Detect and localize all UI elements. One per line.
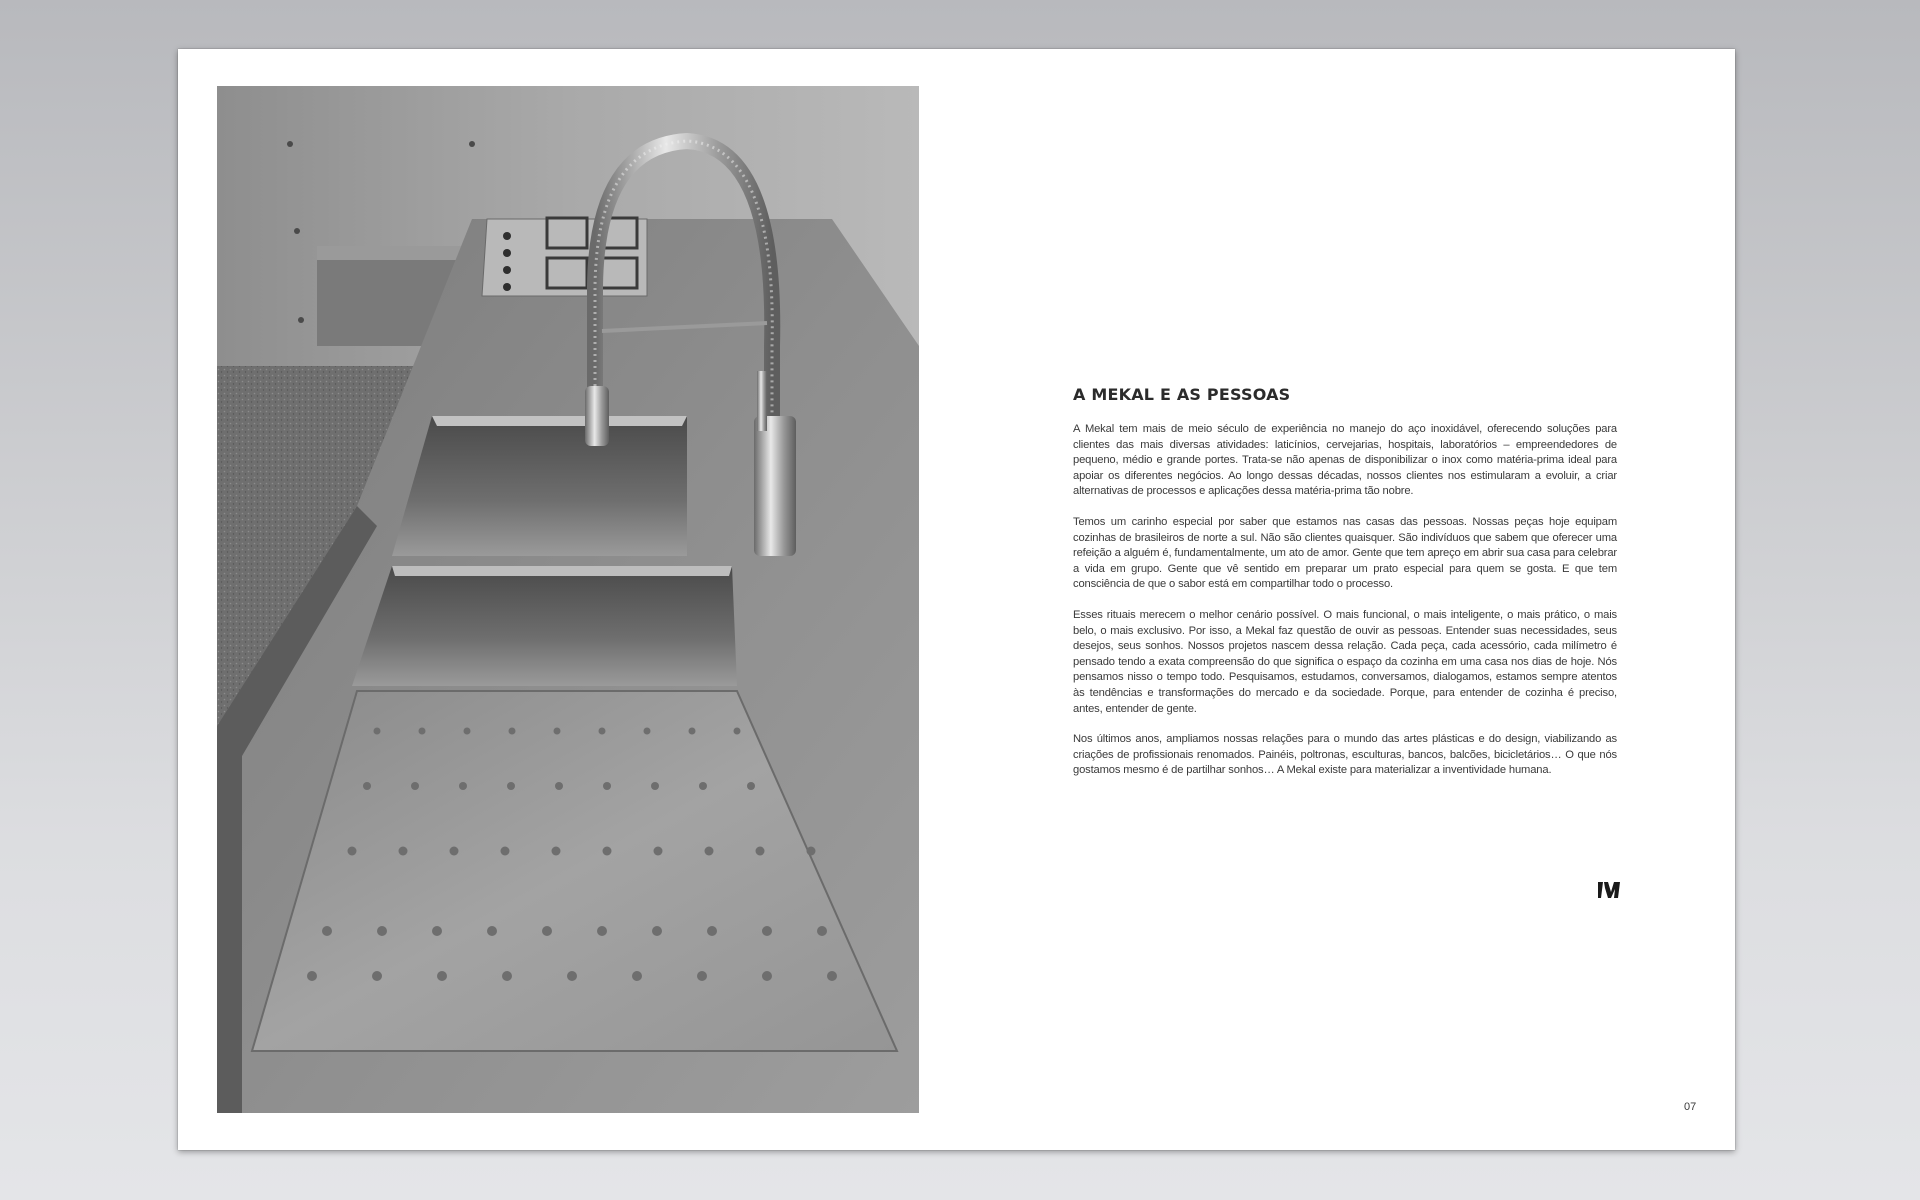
article-paragraph-3: Esses rituais merecem o melhor cenário possível. O mais funcional, o mais inteligente, o mais prático, o mais belo, o mais exclusivo. Por isso, a Mekal faz questão de ouvir as pessoas. Entender suas necessidades, seus desejos, seus sonhos. Nossos projetos nascem dessa relação. Cada peça, cada acessório, cada milímetro é pensado tendo a exata compreensão do que significa o espaço da cozinha em uma casa nos dias de hoje. Nós pensamos nisso o tempo todo. Pesquisamos, estudamos, conversamos, dialogamos, estamos sempre atentos às tendências e transformações do mercado e da sociedade. Porque, para entender de cozinha é preciso, antes, entender de gente.: [1073, 608, 1617, 715]
mekal-logo-icon: [1598, 882, 1620, 898]
article-heading: A MEKAL E AS PESSOAS: [1073, 385, 1291, 404]
page-number: 07: [1684, 1101, 1697, 1113]
article-paragraph-2: Temos um carinho especial por saber que estamos nas casas das pessoas. Nossas peças hoje equipam cozinhas de brasileiros de norte a sul. Não são clientes quaisquer. São indivíduos que sabem que oferecer uma refeição a alguém é, fundamentalmente, um ato de amor. Gente que tem apreço em abrir sua casa para celebrar a vida em grupo. Gente que vê sentido em preparar um prato especial para quem se gosta. E que tem consciência de que o sabor está em compartilhar todo o processo.: [1073, 515, 1617, 591]
magazine-spread: [178, 49, 1735, 1150]
article-paragraph-1: A Mekal tem mais de meio século de experiência no manejo do aço inoxidável, oferecendo soluções para clientes das mais diversas atividades: laticínios, cervejarias, hospitais, laboratórios – empreendedores de pequeno, médio e grande portes. Trata-se não apenas de disponibilizar o inox como matéria-prima ideal para apoiar os diferentes negócios. Ao longo dessas décadas, nossos clientes nos estimularam a evoluir, a criar alternativas de processos e aplicações dessa matéria-prima tão nobre.: [1073, 423, 1617, 498]
article-text-column: [1073, 385, 1617, 794]
article-paragraph-4: Nos últimos anos, ampliamos nossas relações para o mundo das artes plásticas e do design, viabilizando as criações de profissionais renomados. Painéis, poltronas, esculturas, bancos, balcões, bicicletários… O que nós gostamos mesmo é de partilhar sonhos… A Mekal existe para materializar a inventividade humana.: [1073, 733, 1617, 777]
kitchen-sink-photo: [217, 86, 919, 1113]
